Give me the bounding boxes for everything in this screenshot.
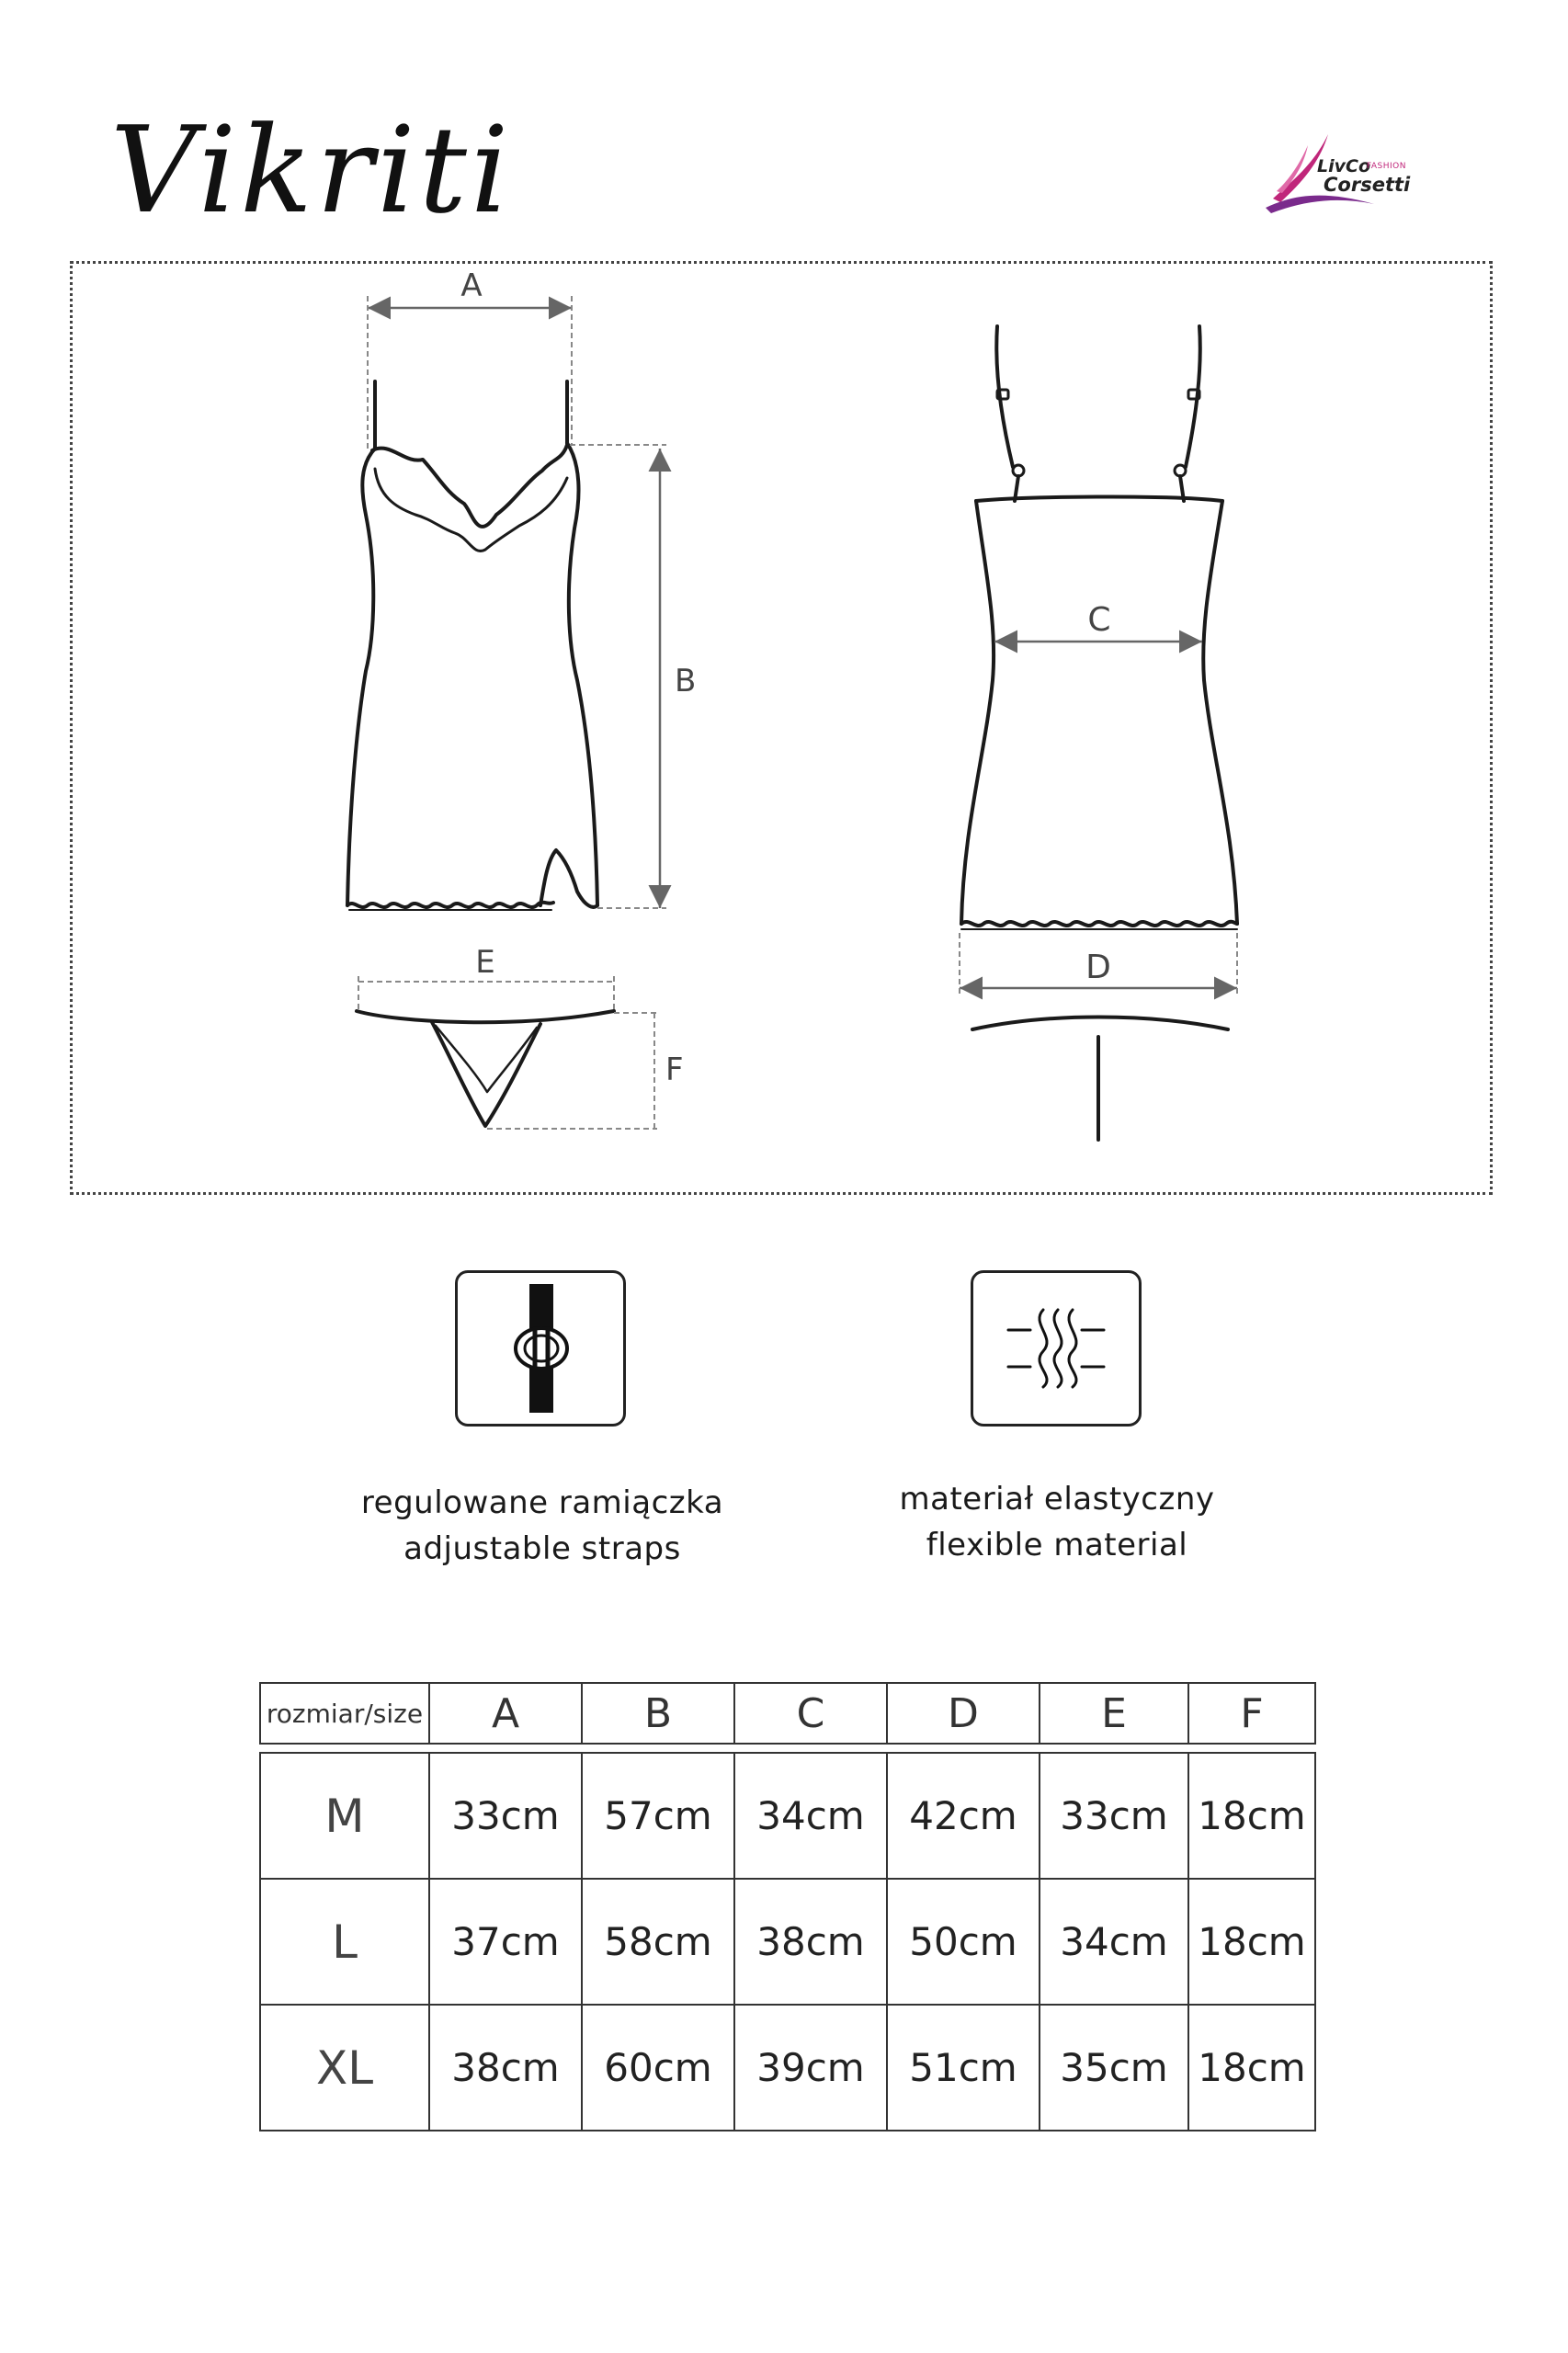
size-table-col-f: F [1188, 1683, 1315, 1744]
size-value: 60cm [582, 2005, 734, 2131]
feature-adjustable-straps-label-en: adjustable straps [403, 1530, 681, 1567]
size-value: 18cm [1188, 2005, 1315, 2131]
dim-label-b: B [675, 663, 697, 699]
size-table-gap [260, 1744, 1315, 1753]
feature-adjustable-straps-label-pl: regulowane ramiączka [360, 1484, 724, 1521]
size-table [259, 1682, 1316, 2131]
elastic-material-icon [973, 1273, 1139, 1424]
size-table-header [260, 1683, 1315, 1744]
feature-flexible-material-label-en: flexible material [926, 1527, 1188, 1563]
size-table-corner: rozmiar/size [260, 1683, 429, 1744]
size-table-row [260, 1753, 1315, 1879]
dim-label-d: D [1085, 949, 1111, 986]
front-chemise-drawing [347, 381, 597, 910]
brand-logo-line1: LivCo [1317, 156, 1371, 176]
size-table-col-a: A [429, 1683, 582, 1744]
feature-adjustable-straps-icon-box [455, 1270, 626, 1427]
size-value: 39cm [734, 2005, 887, 2131]
adjustable-strap-icon [458, 1273, 623, 1424]
size-value: 58cm [582, 1879, 734, 2005]
feature-flexible-material-text [818, 1476, 1296, 1568]
feature-flexible-material-icon-box [971, 1270, 1142, 1427]
dim-label-c: C [1087, 601, 1111, 639]
size-table-col-b: B [582, 1683, 734, 1744]
dim-label-e: E [475, 944, 495, 981]
product-title: Vikriti [110, 100, 513, 240]
dim-label-f: F [665, 1051, 684, 1088]
size-label: XL [260, 2005, 429, 2131]
brand-logo-line2: Corsetti [1324, 174, 1411, 196]
size-value: 18cm [1188, 1879, 1315, 2005]
size-table-col-e: E [1040, 1683, 1188, 1744]
feature-adjustable-straps-text [303, 1480, 781, 1572]
size-value: 38cm [429, 2005, 582, 2131]
size-value: 57cm [582, 1753, 734, 1879]
size-value: 33cm [1040, 1753, 1188, 1879]
size-value: 34cm [1040, 1879, 1188, 2005]
size-value: 42cm [887, 1753, 1040, 1879]
size-value: 51cm [887, 2005, 1040, 2131]
brand-logo-fashion: FASHION [1367, 162, 1406, 171]
size-value: 18cm [1188, 1753, 1315, 1879]
size-label: M [260, 1753, 429, 1879]
thong-drawing [357, 1011, 614, 1126]
size-table-col-d: D [887, 1683, 1040, 1744]
feature-flexible-material-label-pl: materiał elastyczny [899, 1481, 1215, 1518]
size-table-row [260, 1879, 1315, 2005]
size-table-row [260, 2005, 1315, 2131]
size-value: 35cm [1040, 2005, 1188, 2131]
dim-label-a: A [460, 267, 483, 304]
size-value: 33cm [429, 1753, 582, 1879]
size-value: 38cm [734, 1879, 887, 2005]
size-value: 37cm [429, 1879, 582, 2005]
size-label: L [260, 1879, 429, 2005]
back-chemise-drawing [961, 326, 1237, 1140]
size-value: 34cm [734, 1753, 887, 1879]
size-table-col-c: C [734, 1683, 887, 1744]
size-value: 50cm [887, 1879, 1040, 2005]
